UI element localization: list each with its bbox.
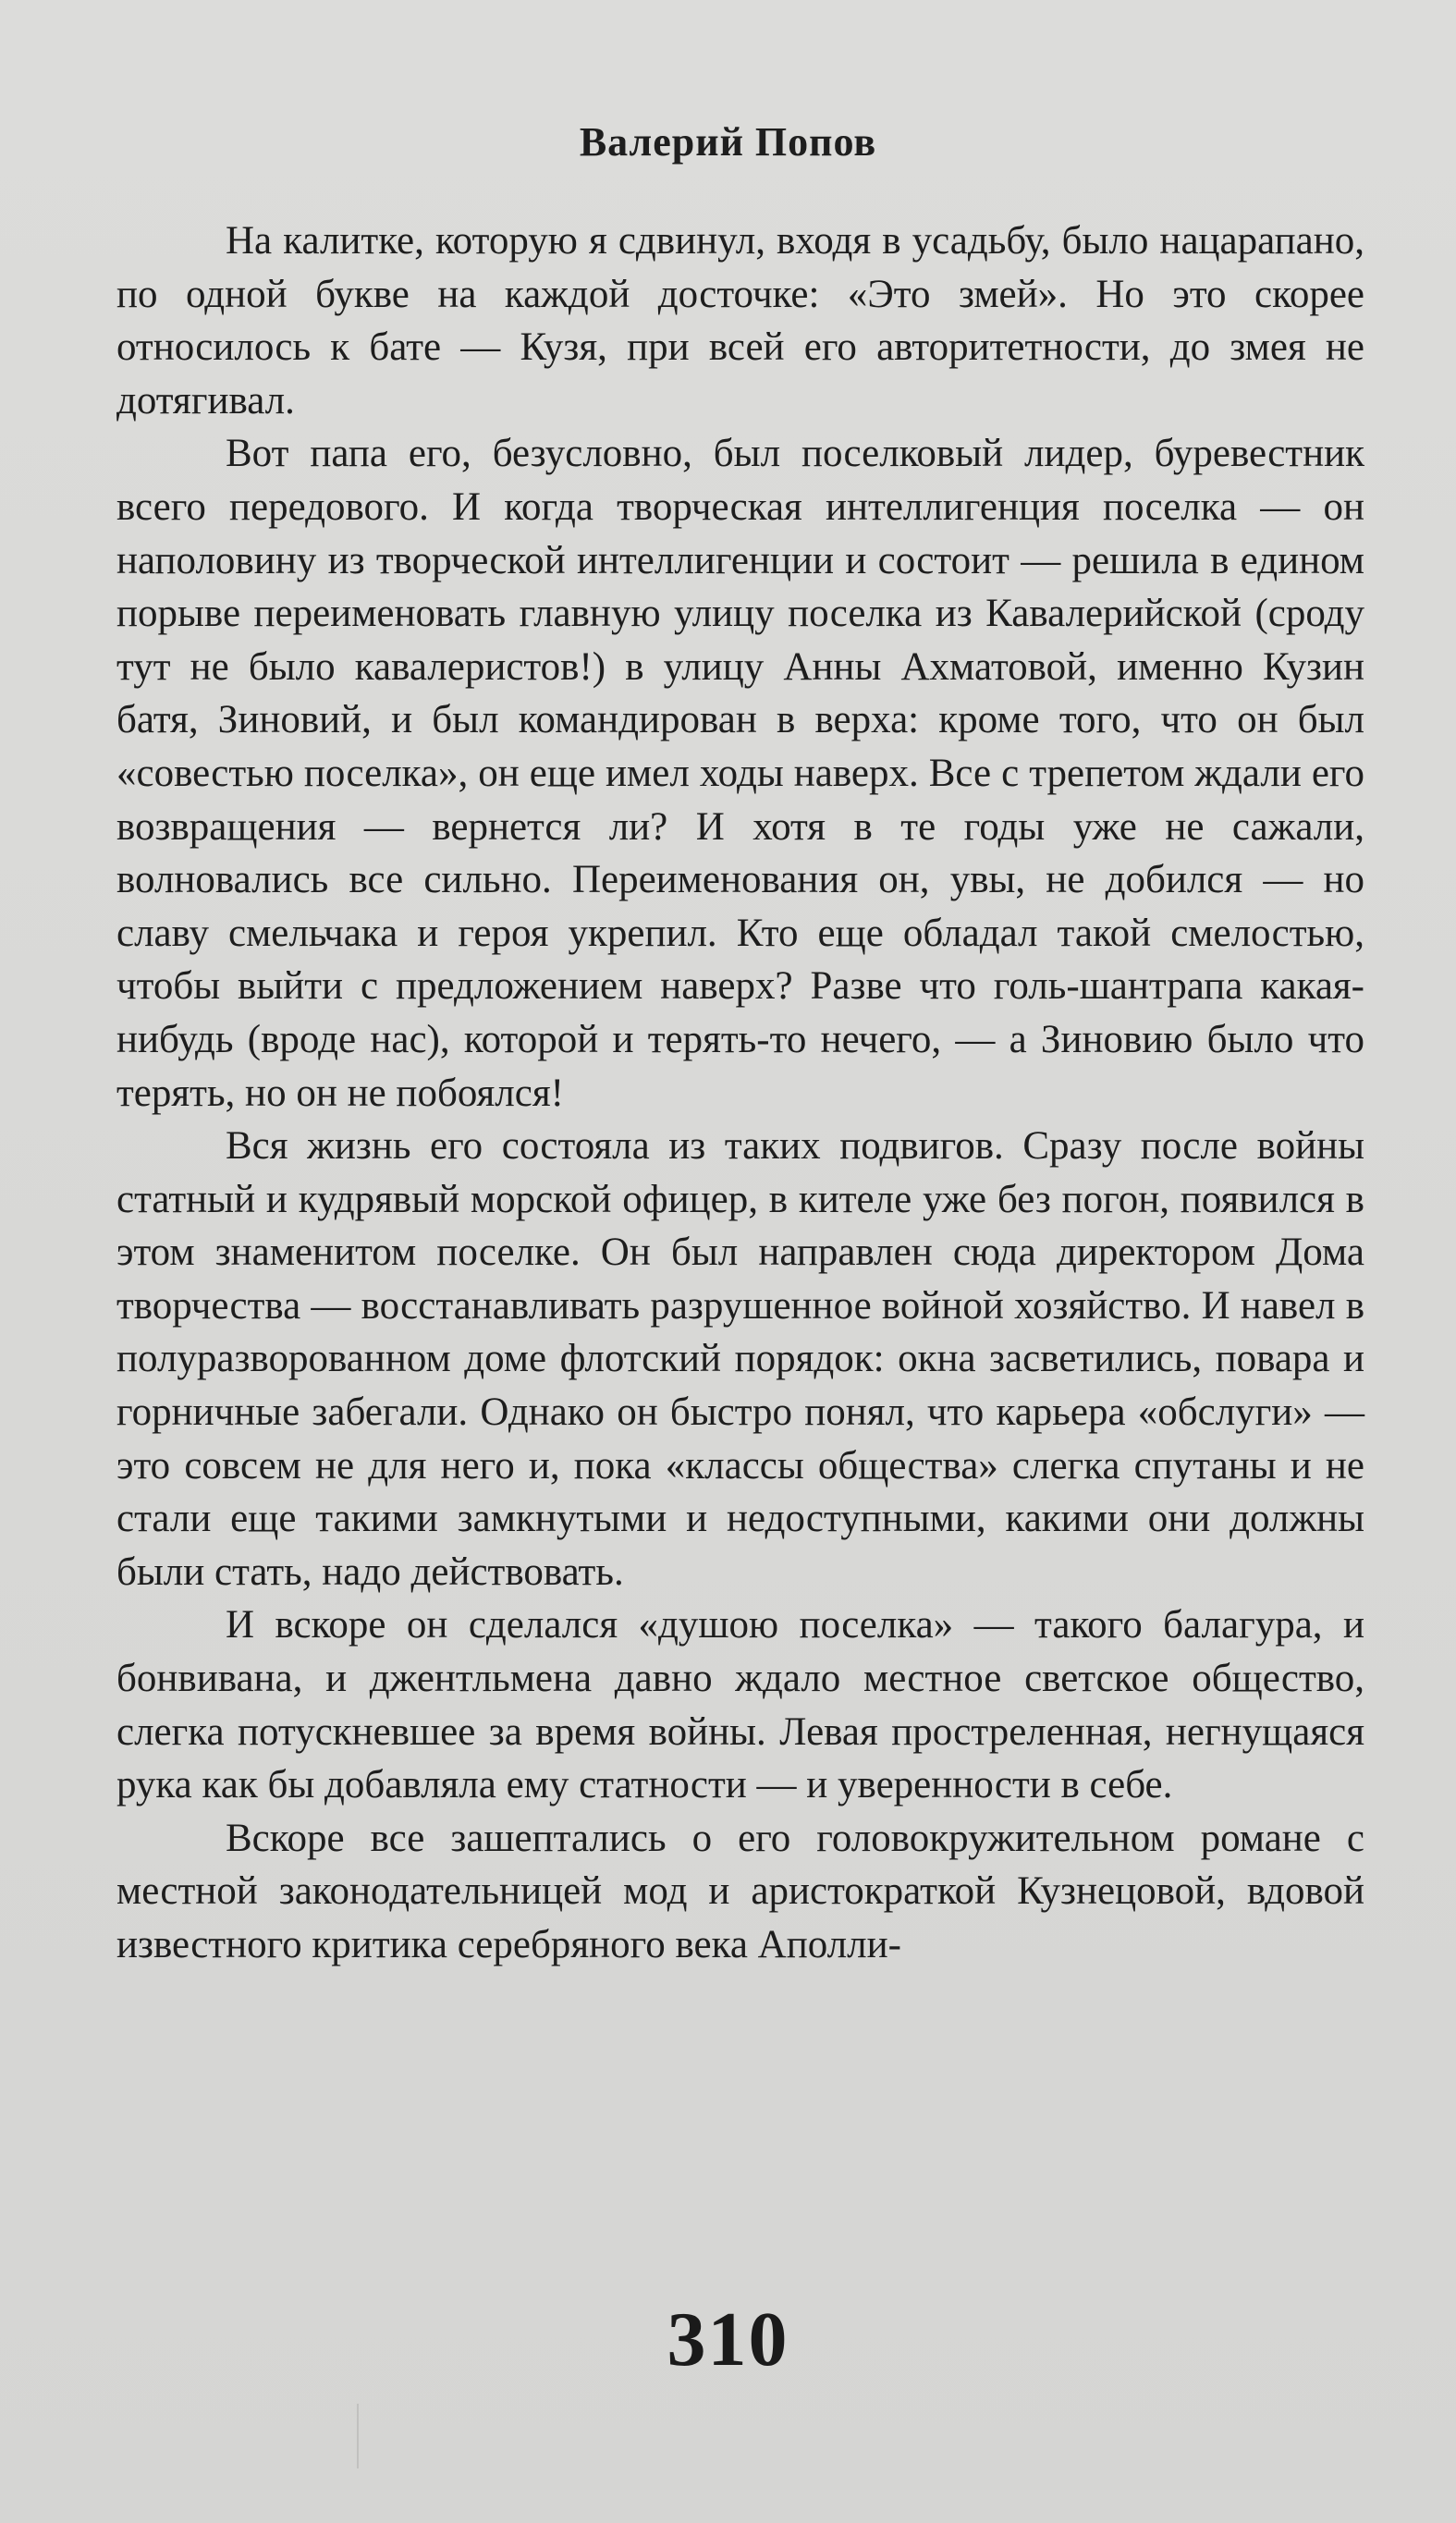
page-number: 310 <box>667 2296 789 2382</box>
paragraph: И вскоре он сделался «душою поселка» — такого балагура, и бонвивана, и джентльмена давно ждало местное светское общество, слегка потускневшее за время войны. Левая простреленная, негнущаяся рука как бы добавляла ему статности — и уверенности в себе. <box>116 1603 1364 1807</box>
running-head: Валерий Попов <box>579 119 877 165</box>
paragraph: Вся жизнь его состояла из таких подвигов. Сразу после войны статный и кудрявый морской офицер, в кителе уже без погон, появился в этом знаменитом поселке. Он был направлен сюда директором Дома творчества — восстанавливать разрушенное войной хозяйство. И навел в полуразворованном доме флотский порядок: окна засветились, повара и горничные забегали. Однако он быстро понял, что карьера «обслуги» — это совсем не для него и, пока «классы общества» слегка спутаны и не стали еще такими замкнутыми и недоступными, какими они должны были стать, надо действовать. <box>116 1124 1364 1594</box>
paragraph: На калитке, которую я сдвинул, входя в усадьбу, было нацарапано, по одной букве на каждой досточке: «Это змей». Но это скорее относилось к бате — Кузя, при всей его авторитетности, до змея не дотягивал. <box>116 219 1364 423</box>
paragraph: Вскоре все зашептались о его головокружительном романе с местной законодательницей мод и аристократкой Кузнецовой, вдовой известного критика серебряного века Аполли- <box>116 1816 1364 1966</box>
body-text <box>116 214 1364 1972</box>
paragraph: Вот папа его, безусловно, был поселковый лидер, буревестник всего передового. И когда творческая интеллигенция поселка — он наполовину из творческой интеллигенции и состоит — решила в едином порыве переименовать главную улицу поселка из Кавалерийской (сроду тут не было кавалеристов!) в улицу Анны Ахматовой, именно Кузин батя, Зиновий, и был командирован в верха: кроме того, что он был «совестью поселка», он еще имел ходы наверх. Все с трепетом ждали его возвращения — вернется ли? И хотя в те годы уже не сажали, волновались все сильно. Переименования он, увы, не добился — но славу смельчака и героя укрепил. Кто еще обладал такой смелостью, чтобы выйти с предложением наверх? Разве что голь-шантрапа какая-нибудь (вроде нас), которой и терять-то нечего, — а Зиновию было что терять, но он не побоялся! <box>116 432 1364 1115</box>
scan-artifact <box>357 2404 359 2468</box>
